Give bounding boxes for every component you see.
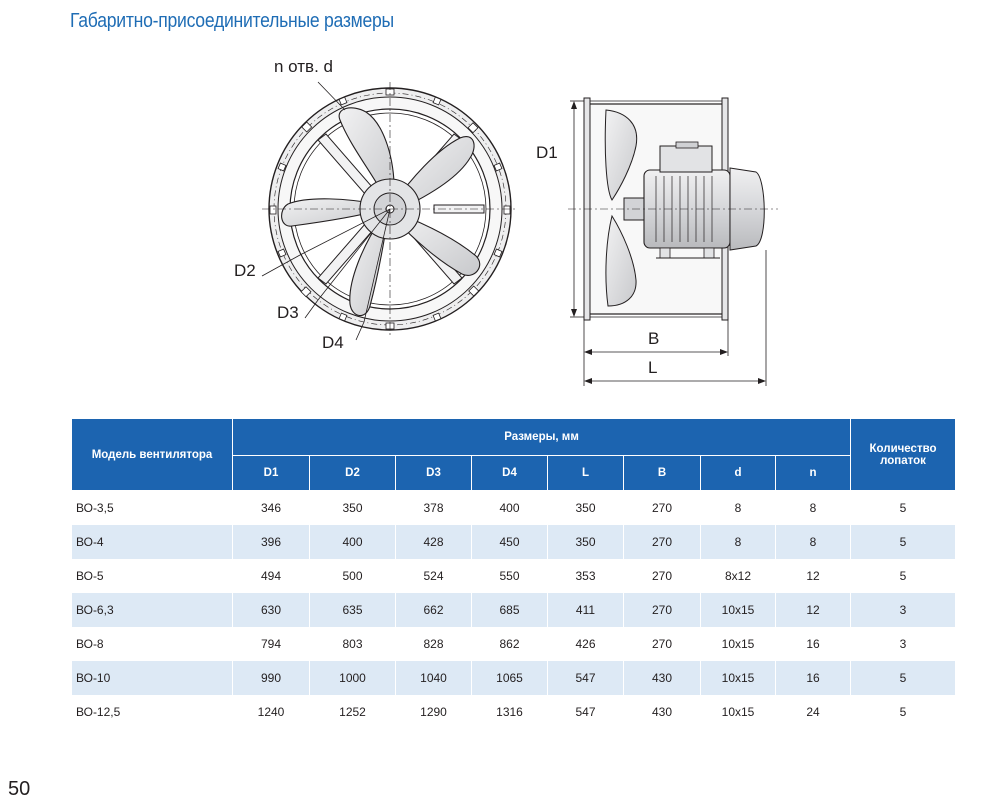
cell-d3: 1290 — [396, 695, 472, 729]
side-view — [568, 98, 778, 386]
terminal-box — [660, 146, 712, 172]
cell-n: 24 — [776, 695, 851, 729]
cell-d4: 685 — [472, 593, 548, 627]
fan-drawing — [0, 0, 1000, 400]
cell-l: 350 — [548, 525, 624, 559]
cell-d2: 1000 — [310, 661, 396, 695]
cell-n: 16 — [776, 661, 851, 695]
cell-blades: 5 — [851, 491, 956, 526]
cell-d3: 428 — [396, 525, 472, 559]
label-b: B — [648, 329, 660, 348]
label-d1: D1 — [536, 143, 558, 162]
cell-d1: 494 — [233, 559, 310, 593]
cell-model: ВО-4 — [72, 525, 233, 559]
dimensions-table — [71, 418, 956, 729]
cell-d1: 630 — [233, 593, 310, 627]
cell-b: 430 — [624, 661, 701, 695]
page-number: 50 — [8, 778, 31, 800]
cell-l: 547 — [548, 661, 624, 695]
cell-d4: 862 — [472, 627, 548, 661]
cell-l: 547 — [548, 695, 624, 729]
cell-l: 411 — [548, 593, 624, 627]
header-col-d1: D1 — [233, 456, 310, 491]
cell-model: ВО-8 — [72, 627, 233, 661]
cell-b: 270 — [624, 627, 701, 661]
cell-d: 8 — [701, 491, 776, 526]
header-col-l: L — [548, 456, 624, 491]
cell-d3: 828 — [396, 627, 472, 661]
cell-d: 10x15 — [701, 695, 776, 729]
cell-l: 426 — [548, 627, 624, 661]
table-row — [72, 627, 956, 661]
cell-d3: 662 — [396, 593, 472, 627]
table-row — [72, 525, 956, 559]
page-title: Габаритно-присоединительные размеры — [70, 10, 394, 32]
cell-model: ВО-5 — [72, 559, 233, 593]
cell-d1: 396 — [233, 525, 310, 559]
table-row — [72, 559, 956, 593]
header-sizes: Размеры, мм — [233, 419, 851, 456]
cell-d2: 400 — [310, 525, 396, 559]
cell-d: 10x15 — [701, 661, 776, 695]
label-holes: n отв. d — [274, 57, 333, 76]
cell-blades: 5 — [851, 559, 956, 593]
cell-model: ВО-10 — [72, 661, 233, 695]
table-row — [72, 491, 956, 526]
table-row — [72, 695, 956, 729]
header-blades: Количество лопаток — [851, 419, 956, 491]
cell-d1: 346 — [233, 491, 310, 526]
label-d4: D4 — [322, 333, 344, 352]
cell-blades: 5 — [851, 695, 956, 729]
cell-d4: 1065 — [472, 661, 548, 695]
cell-d: 8 — [701, 525, 776, 559]
cell-b: 270 — [624, 593, 701, 627]
cell-d4: 450 — [472, 525, 548, 559]
cell-d3: 1040 — [396, 661, 472, 695]
cell-l: 353 — [548, 559, 624, 593]
cell-blades: 5 — [851, 661, 956, 695]
cell-d3: 378 — [396, 491, 472, 526]
cell-blades: 3 — [851, 593, 956, 627]
table-row — [72, 661, 956, 695]
cell-d1: 794 — [233, 627, 310, 661]
cell-n: 8 — [776, 491, 851, 526]
header-col-d3: D3 — [396, 456, 472, 491]
header-col-d: d — [701, 456, 776, 491]
cell-d3: 524 — [396, 559, 472, 593]
cell-b: 270 — [624, 491, 701, 526]
cell-d2: 1252 — [310, 695, 396, 729]
cell-d4: 550 — [472, 559, 548, 593]
label-d3: D3 — [277, 303, 299, 322]
cell-d4: 400 — [472, 491, 548, 526]
cell-d2: 500 — [310, 559, 396, 593]
header-col-b: B — [624, 456, 701, 491]
cell-blades: 5 — [851, 525, 956, 559]
cell-b: 430 — [624, 695, 701, 729]
header-col-d2: D2 — [310, 456, 396, 491]
label-l: L — [648, 358, 658, 377]
table-row — [72, 593, 956, 627]
cell-n: 16 — [776, 627, 851, 661]
cell-b: 270 — [624, 525, 701, 559]
cell-l: 350 — [548, 491, 624, 526]
label-d2: D2 — [234, 261, 256, 280]
header-model: Модель вентилятора — [72, 419, 233, 491]
cell-b: 270 — [624, 559, 701, 593]
cell-d4: 1316 — [472, 695, 548, 729]
cell-n: 12 — [776, 559, 851, 593]
header-col-d4: D4 — [472, 456, 548, 491]
cell-d2: 635 — [310, 593, 396, 627]
cell-d: 10x15 — [701, 627, 776, 661]
cell-d: 8x12 — [701, 559, 776, 593]
cell-d2: 803 — [310, 627, 396, 661]
cell-d: 10x15 — [701, 593, 776, 627]
cell-d2: 350 — [310, 491, 396, 526]
cell-blades: 3 — [851, 627, 956, 661]
cell-model: ВО-6,3 — [72, 593, 233, 627]
cell-n: 12 — [776, 593, 851, 627]
cell-d1: 990 — [233, 661, 310, 695]
front-view — [262, 82, 518, 340]
cell-model: ВО-12,5 — [72, 695, 233, 729]
header-col-n: n — [776, 456, 851, 491]
cell-model: ВО-3,5 — [72, 491, 233, 526]
cell-n: 8 — [776, 525, 851, 559]
cell-d1: 1240 — [233, 695, 310, 729]
